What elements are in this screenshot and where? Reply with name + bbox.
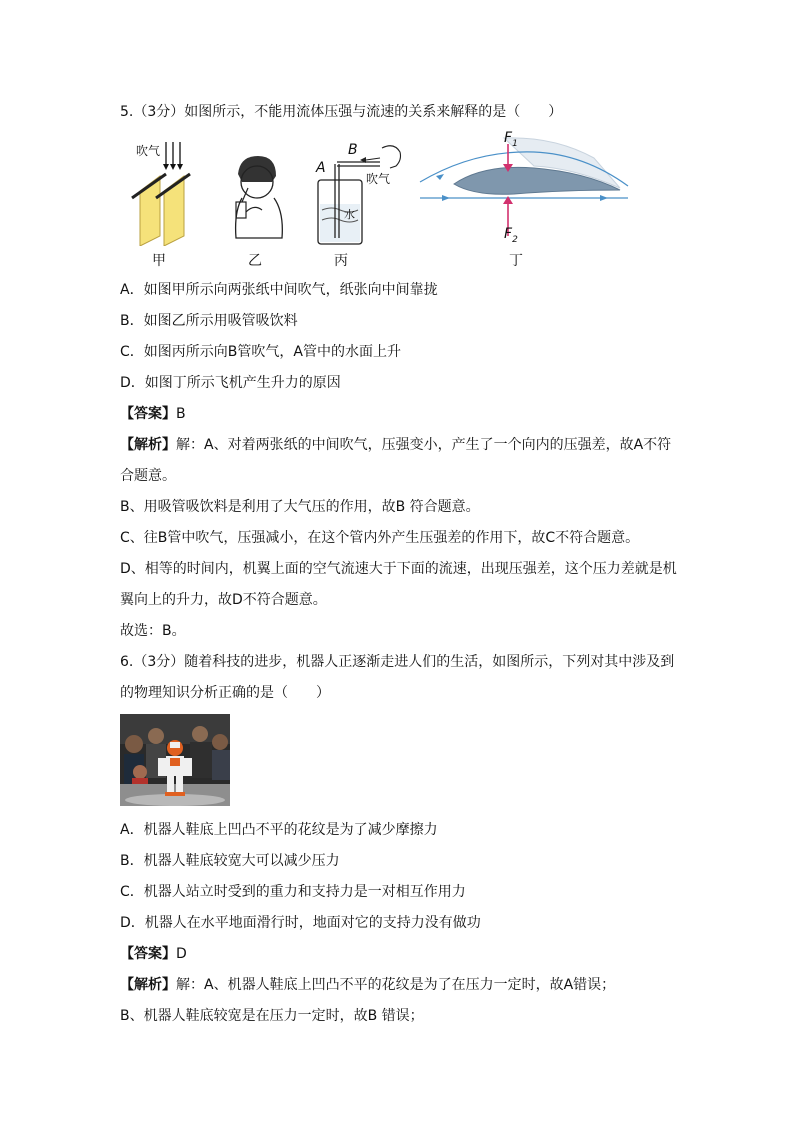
figure-ding-airfoil	[414, 128, 634, 248]
figure-caption-jia: 甲	[152, 253, 166, 269]
q5-analysis-line-3: B、用吸管吸饮料是利用了大气压的作用，故B 符合题意。	[120, 499, 480, 515]
force-f1-label: $F_1$	[504, 130, 518, 149]
q6-option-a: A．机器人鞋底上凹凸不平的花纹是为了减少摩擦力	[120, 822, 438, 838]
q5-analysis-line-5: D、相等的时间内，机翼上面的空气流速大于下面的流速，出现压强差，这个压力差就是机	[120, 561, 677, 577]
q5-answer-line	[120, 404, 186, 424]
q6-stem-line-1: 6.（3分）随着科技的进步，机器人正逐渐走进人们的生活，如图所示，下列对其中涉及到	[120, 654, 675, 670]
robot-photo	[120, 714, 230, 806]
q6-option-b: B．机器人鞋底较宽大可以减少压力	[120, 853, 340, 869]
answer-tag: 【答案】	[120, 946, 176, 962]
answer-value: B	[176, 406, 186, 422]
q5-analysis-line-1: 【解析】解：A、对着两张纸的中间吹气，压强变小，产生了一个向内的压强差，故A不符	[120, 437, 672, 453]
figure-caption-yi: 乙	[248, 253, 262, 269]
q5-option-a: A．如图甲所示向两张纸中间吹气，纸张向中间靠拢	[120, 282, 438, 298]
q5-option-c: C．如图丙所示向B管吹气，A管中的水面上升	[120, 344, 401, 360]
answer-tag: 【答案】	[120, 406, 176, 422]
force-f2-label: $F_2$	[504, 226, 518, 245]
q5-stem: 5.（3分）如图所示，不能用流体压强与流速的关系来解释的是（ ）	[120, 104, 563, 120]
analysis-tag: 【解析】	[120, 977, 176, 993]
blow-arrows-icon	[163, 142, 183, 170]
q6-option-c: C．机器人站立时受到的重力和支持力是一对相互作用力	[120, 884, 466, 900]
figure-bing-tubes	[310, 138, 410, 248]
q5-option-d: D．如图丁所示飞机产生升力的原因	[120, 375, 341, 391]
q5-analysis-line-6: 翼向上的升力，故D不符合题意。	[120, 592, 327, 608]
q6-analysis-line-1: 【解析】解：A、机器人鞋底上凹凸不平的花纹是为了在压力一定时，故A错误；	[120, 977, 616, 993]
analysis-tag: 【解析】	[120, 437, 176, 453]
q5-analysis-line-2: 合题意。	[120, 468, 176, 484]
chuiqi-label-left: 吹气	[136, 144, 161, 158]
q6-stem-line-2: 的物理知识分析正确的是（ ）	[120, 685, 330, 701]
q6-analysis-line-2: B、机器人鞋底较宽是在压力一定时，故B 错误；	[120, 1008, 424, 1024]
q6-answer-line	[120, 944, 187, 964]
q5-analysis-line-7: 故选：B。	[120, 623, 186, 639]
figure-caption-ding: 丁	[509, 253, 523, 269]
tube-b-label: B	[348, 142, 358, 158]
figure-caption-bing: 丙	[334, 253, 348, 269]
q5-option-b: B．如图乙所示用吸管吸饮料	[120, 313, 298, 329]
water-label: 水	[344, 208, 355, 221]
q6-option-d: D．机器人在水平地面滑行时，地面对它的支持力没有做功	[120, 915, 481, 931]
chuiqi-label-right: 吹气	[366, 172, 391, 186]
figure-jia-papers	[118, 136, 208, 246]
answer-value: D	[176, 946, 187, 962]
figure-yi-boy-straw	[224, 152, 292, 242]
tube-a-label: A	[316, 160, 326, 176]
q5-analysis-line-4: C、往B管中吹气，压强减小，在这个管内外产生压强差的作用下，故C不符合题意。	[120, 530, 640, 546]
